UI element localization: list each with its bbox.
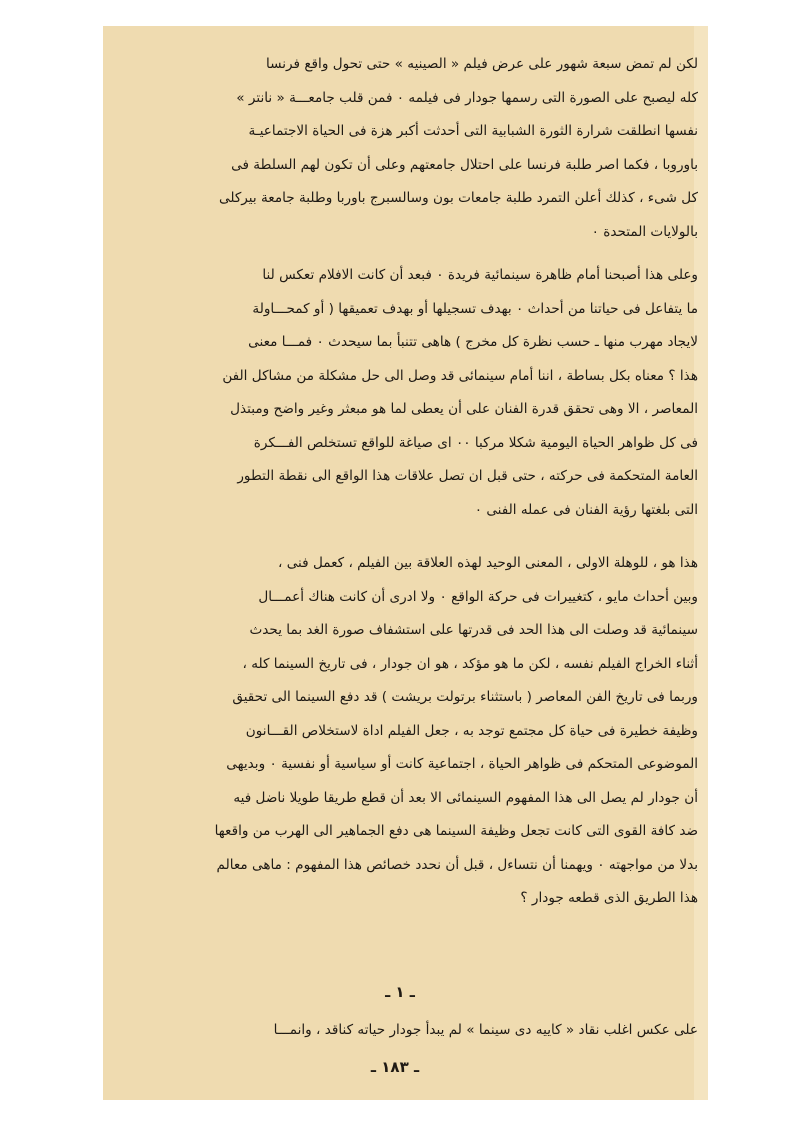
text-line: وبين أحداث مايو ، كتغييرات فى حركة الواقع ٠ ولا ادرى أن كانت هناك أعمـــال	[258, 588, 698, 605]
text-line: أثناء الخراج الفيلم نفسه ، لكن ما هو مؤكد ، هو ان جودار ، فى تاريخ السينما كله ،	[242, 655, 698, 672]
text-line: هذا هو ، للوهلة الاولى ، المعنى الوحيد لهذه العلاقة بين الفيلم ، كعمل فنى ،	[277, 555, 698, 571]
body-text	[110, 48, 698, 916]
text-line: ضد كافة القوى التى كانت تجعل وظيفة السينما هى دفع الجماهير الى الهرب من واقعها	[214, 823, 698, 839]
text-line: وربما فى تاريخ الفن المعاصر ( باستثناء برتولت بريشت ) قد دفع السينما الى تحقيق	[232, 689, 698, 705]
text-line: كله ليصبح على الصورة التى رسمها جودار فى فيلمه ٠ فمن قلب جامعـــة « نانتر »	[236, 89, 698, 106]
text-line: وظيفة خطيرة فى حياة كل مجتمع توجد به ، جعل الفيلم اداة لاستخلاص القـــانون	[245, 722, 698, 739]
text-line: هذا الطريق الذى قطعه جودار ؟	[520, 890, 698, 906]
text-line: العامة المتحكمة فى حركته ، حتى قبل ان تصل علاقات هذا الواقع الى نقطة التطور	[237, 468, 698, 484]
text-line: فى كل ظواهر الحياة اليومية شكلا مركبا ٠٠ اى صياغة للواقع تستخلص الفـــكرة	[253, 434, 698, 451]
section-marker: ـ ١ ـ	[385, 983, 415, 1001]
text-line: لايجاد مهرب منها ـ حسب نظرة كل مخرج ) هاهى تتنبأ بما سيحدث ٠ فمـــا معنى	[248, 334, 698, 350]
text-line: التى بلغتها رؤية الفنان فى عمله الفنى ٠	[474, 501, 698, 518]
text-line: بدلا من مواجهته ٠ ويهمنا أن نتساءل ، قبل أن نحدد خصائص هذا المفهوم : ماهى معالم	[216, 856, 698, 873]
paragraph-3	[110, 547, 698, 916]
text-line: سينمائية قد وصلت الى هذا الحد فى قدرتها على استشفاف صورة الغد بما يحدث	[249, 622, 698, 638]
text-line: لكن لم تمض سبعة شهور على عرض فيلم « الصينيه » حتى تحول واقع فرنسا	[265, 56, 698, 72]
page-number: ـ ١٨٣ ـ	[370, 1058, 420, 1076]
text-line: وعلى هذا أصبحنا أمام ظاهرة سينمائية فريدة ٠ فبعد أن كانت الافلام تعكس لنا	[262, 267, 698, 283]
text-line: هذا ؟ معناه بكل بساطة ، اننا أمام سينمائى قد وصل الى حل مشكلة من مشاكل الفن	[222, 367, 698, 384]
text-line: نفسها انطلقت شرارة الثورة الشبابية التى أحدثت أكبر هزة فى الحياة الاجتماعيـة	[248, 123, 698, 139]
text-line: كل شىء ، كذلك أعلن التمرد طلبة جامعات بون وسالسبرج باوربا وطلبة جامعة بيركلى	[219, 190, 698, 206]
text-line: باوروبا ، فكما اصر طلبة فرنسا على احتلال جامعتهم وعلى أن تكون لهم السلطة فى	[231, 156, 698, 173]
text-line: المعاصر ، الا وهى تحقق قدرة الفنان على أن يعطى لما هو مبعثر وغير واضح ومبتذل	[230, 401, 698, 417]
text-line: ما يتفاعل فى حياتنا من أحداث ٠ بهدف تسجيلها أو بهدف تعميقها ( أو كمحـــاولة	[252, 300, 698, 317]
text-line: الموضوعى المتحكم فى ظواهر الحياة ، اجتماعية كانت أو سياسية أو نفسية ٠ وبديهى	[226, 756, 698, 772]
text-line: بالولايات المتحدة ٠	[591, 223, 698, 240]
text-line: أن جودار لم يصل الى هذا المفهوم السينمائى الا بعد أن قطع طريقا طويلا ناضل فيه	[233, 789, 698, 806]
paragraph-1	[110, 48, 698, 249]
paragraph-2	[110, 259, 698, 527]
footnote: على عكس اغلب نقاد « كاييه دى سينما » لم يبدأ جودار حياته كناقد ، وانمـــا	[273, 1022, 698, 1038]
